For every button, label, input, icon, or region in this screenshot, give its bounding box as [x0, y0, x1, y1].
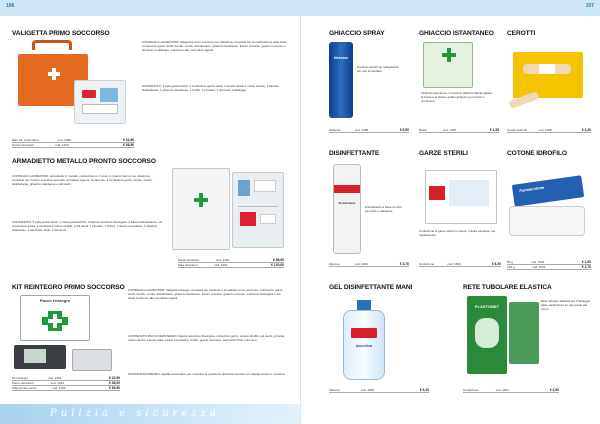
price-row: 100 g cod. 1502 € 2,70 [507, 265, 591, 269]
price-table [329, 388, 429, 393]
product-caption: Ghiaccio istantaneo in busta di plastica. Basta agitare la busta e si ottiene subito ghiaccio per traumi e contusioni. [421, 92, 493, 103]
product-caption: Rete tubolare elastica per il fissaggio delle medicazioni su ogni parte del corpo. [541, 300, 591, 311]
price-row: Kit reintegro cod. 1493 € 22,90 [12, 376, 120, 380]
section-description: CONSIGLIO LAVORATORI: Valigetta pronto soccorso con dotazione completa per la medicazione delle ferite, contenente garze sterili, bende, cerotti, disinfettante, ghiaccio istantaneo, forbici, pinzette, guanti monouso e istruzioni multilingue. Conforme alle normative vigenti. [142, 40, 288, 53]
product-brand: Nexcare [334, 56, 348, 60]
price-row: Cerotti assortiti cod. 1498 € 3,20 [507, 128, 591, 132]
product-caption: Prodotto ad azione refrigerante per uso immediato. [357, 66, 399, 73]
first-aid-kit-image [12, 40, 132, 132]
hand-gel-bottle [341, 300, 387, 380]
product-brand: Farmacotone [518, 184, 545, 194]
product-title: CEROTTI [507, 30, 536, 37]
product-title: GHIACCIO ISTANTANEO [419, 30, 494, 37]
disinfectant-bottle [333, 164, 361, 254]
section-title: VALIGETTA PRIMO SOCCORSO [12, 30, 110, 37]
price-row: Pacco lavoratori cod. 1494 € 36,00 [12, 381, 120, 385]
section-description: CONSIGLIO LAVORATORI: Valigetta reintegro completa per cassette e armadietti primo soccorso. Contenuto: garze sterili, bende, cerotti, disinfettante, ghiaccio istantaneo, forbici, pinzette, guanti monouso, soluzione fisiologica e teli sterili conforme alle normative vigenti. [128, 288, 283, 301]
price-table [12, 376, 120, 391]
price-row: Medio lavoratori cod. 1491 € 89,90 [178, 258, 284, 262]
plasters-image [509, 44, 589, 118]
tubular-net-box-back [509, 302, 539, 364]
price-table [329, 262, 409, 267]
product-caption: Confezione di garze sterili in cotone, misure assortite, per medicazione. [419, 230, 496, 237]
section-title: KIT REINTEGRO PRIMO SOCCORSO [12, 284, 125, 291]
price-row: 50 g cod. 1501 € 1,50 [507, 260, 591, 264]
price-row: Ghiaccio cod. 1496 € 5,50 [329, 128, 409, 132]
product-title: RETE TUBOLARE ELASTICA [463, 284, 552, 291]
section-note: SFIGMOMANOMETRO: digitale automatico per misurare la pressione arteriosa al polso con display ampio e memoria. [128, 372, 286, 376]
section-title: ARMADIETTO METALLO PRONTO SOCCORSO [12, 158, 156, 165]
page-number: 106 [6, 3, 15, 9]
price-row: Pronto lavoratori cod. 1490 € 26,50 [12, 143, 134, 147]
footer-title: Pulizia e sicurezza [50, 408, 220, 419]
section-contents: CONTENUTO PACCO REINTEGRO: flaconi soluzione fisiologica, confezioni garze, cotone idrofilo, teli sterili, pinzette, rotolo cerotto, benda orlata, laccio emostatico, forbici, guanti monouso, sacchetto rifiuti, istruzioni. [128, 334, 285, 343]
kit-sign: Pacco reintegro [39, 298, 71, 303]
price-row: Busta cod. 1497 € 1,35 [419, 128, 499, 132]
product-title: COTONE IDROFILO [507, 150, 567, 157]
price-row: Sfigmomanometro cod. 1495 € 69,90 [12, 386, 120, 390]
price-table [419, 128, 499, 133]
instant-ice-pack [423, 42, 473, 88]
page-top-band [301, 0, 600, 16]
product-title: GARZE STERILI [419, 150, 468, 157]
page-top-band [0, 0, 300, 16]
section-description: CONSIGLIO LAVORATORI: armadietto in metallo, colore bianco, 2 ante, 1 ripiano interno con dotazione completa per il primo soccorso secondo normativa vigente. Contenuto: 1 confezione garze, bende, cerotti, disinfettante, ghiaccio istantaneo e teli sterili. [12, 174, 153, 187]
product-title: GEL DISINFETTANTE MANI [329, 284, 413, 291]
section-contents: CONTENUTO: 2 paia guanti sterili, 1 confezione garze sterili, 1 benda orlata, 1 rotolo cerotto, 1 flacone disinfettante, 1 ghiaccio istantaneo, 1 forbici, 1 pinzetta, 1 istruzioni multilingue. [142, 84, 279, 93]
price-table [507, 128, 591, 133]
metal-cabinet-image [172, 168, 284, 254]
price-row: Flacone cod. 1499 € 3,70 [329, 262, 409, 266]
reintegro-kit-image [12, 295, 124, 375]
ice-spray-can [329, 42, 353, 118]
price-table [329, 128, 409, 133]
tubular-net-box [467, 296, 507, 374]
product-title: DISINFETTANTE [329, 150, 380, 157]
price-table [419, 262, 501, 267]
price-table [178, 258, 284, 268]
page-footer-band [0, 404, 300, 424]
product-title: GHIACCIO SPRAY [329, 30, 385, 37]
section-contents: CONTENUTO: 5 paia guanti sterili, 1 visiera paraschizzi, 3 flaconi soluzione fisiologica, 2 flaconi disinfettante, 10 compresse garza, 2 confezioni cotone idrofilo, 2 teli sterili, 1 pinzette, 1 forbici, 1 laccio emostatico, 2 ghiaccio istantaneo, 1 sacchetto rifiuti, 1 istruzioni. [12, 220, 162, 233]
price-row: Maxi lavoratori cod. 1492 € 120,00 [178, 263, 284, 267]
cotton-wool-pack [509, 170, 589, 248]
product-caption: Disinfettante a base di cloro per ferite e abrasioni. [365, 206, 403, 213]
right-page [300, 0, 600, 424]
price-row: Flacone cod. 1503 € 5,10 [329, 388, 429, 392]
price-table [507, 260, 591, 270]
product-brand: Amuchina [355, 344, 373, 348]
sterile-gauze-box [421, 166, 501, 228]
price-row: Confezione cod. 1500 € 6,30 [419, 262, 501, 266]
price-table [463, 388, 559, 393]
price-table [12, 138, 134, 148]
bottle-label: Disinfettante [338, 201, 356, 205]
product-brand: PLASTONET [474, 304, 500, 309]
price-row: Confezione cod. 1504 € 2,90 [463, 388, 559, 392]
page-number: 107 [585, 3, 594, 9]
price-row: Maxi all. 3 lavoratori cod. 1489 € 31,90 [12, 138, 134, 142]
